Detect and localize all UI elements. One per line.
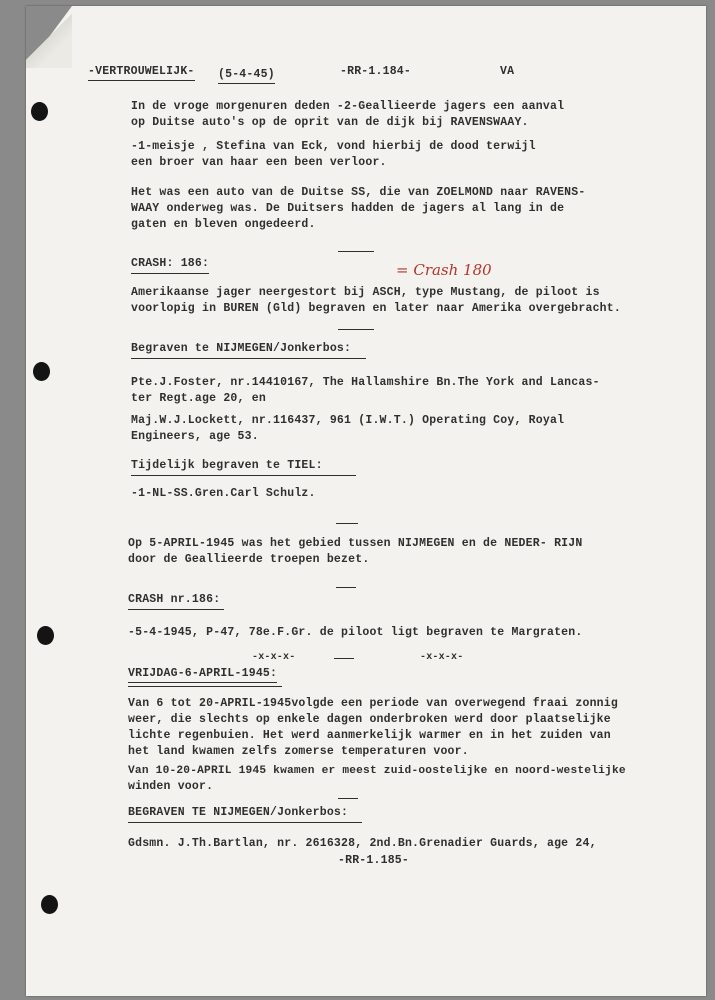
corner-fold-shadow xyxy=(26,6,72,68)
text-line: Pte.J.Foster, nr.14410167, The Hallamshire Bn.The York and Lancas- xyxy=(131,376,600,389)
section-heading: VRIJDAG-6-APRIL-1945: xyxy=(128,666,277,683)
text-line: winden voor. xyxy=(128,780,214,793)
heading-underline xyxy=(128,609,224,610)
page-footer-reference: -RR-1.185- xyxy=(338,854,410,867)
heading-underline xyxy=(128,686,282,687)
separator xyxy=(336,523,358,524)
punch-hole-2 xyxy=(33,362,50,381)
section-heading: Tijdelijk begraven te TIEL: xyxy=(131,459,323,472)
heading-underline xyxy=(128,822,362,823)
text-line: ter Regt.age 20, en xyxy=(131,392,266,405)
heading-underline xyxy=(131,358,366,359)
text-line: Het was een auto van de Duitse SS, die van ZOELMOND naar RAVENS- xyxy=(131,186,586,199)
header-initials: VA xyxy=(500,65,515,78)
section-heading: CRASH: 186: xyxy=(131,257,210,270)
section-heading: CRASH nr.186: xyxy=(128,593,221,606)
header-reference: -RR-1.184- xyxy=(340,65,412,78)
header-classification: -VERTROUWELIJK- xyxy=(88,64,195,81)
section-heading: BEGRAVEN TE NIJMEGEN/Jonkerbos: xyxy=(128,806,349,819)
divider-marks: -x-x-x- xyxy=(252,652,296,663)
text-line: Van 6 tot 20-APRIL-1945volgde een periode van overwegend fraai zonnig xyxy=(128,697,618,710)
separator xyxy=(338,798,358,799)
text-line: door de Geallieerde troepen bezet. xyxy=(128,553,370,566)
text-line: WAAY onderweg was. De Duitsers hadden de jagers al lang in de xyxy=(131,202,565,215)
text-line: Engineers, age 53. xyxy=(131,430,259,443)
separator xyxy=(338,251,374,252)
text-line: Gdsmn. J.Th.Bartlan, nr. 2616328, 2nd.Bn.Grenadier Guards, age 24, xyxy=(128,837,597,850)
section-heading: Begraven te NIJMEGEN/Jonkerbos: xyxy=(131,342,352,355)
text-line: -1-meisje , Stefina van Eck, vond hierbij de dood terwijl xyxy=(131,140,536,153)
text-line: -5-4-1945, P-47, 78e.F.Gr. de piloot ligt begraven te Margraten. xyxy=(128,626,583,639)
text-line: Maj.W.J.Lockett, nr.116437, 961 (I.W.T.) Operating Coy, Royal xyxy=(131,414,565,427)
punch-hole-3 xyxy=(37,626,54,645)
divider-marks: -x-x-x- xyxy=(420,652,464,663)
text-line: weer, die slechts op enkele dagen onderbroken werd door plaatselijke xyxy=(128,713,611,726)
text-line: -1-NL-SS.Gren.Carl Schulz. xyxy=(131,487,316,500)
separator xyxy=(336,587,356,588)
heading-underline xyxy=(131,273,209,274)
text-line: Op 5-APRIL-1945 was het gebied tussen NIJMEGEN en de NEDER- RIJN xyxy=(128,537,583,550)
punch-hole-4 xyxy=(41,895,58,914)
handwritten-annotation: = Crash 180 xyxy=(396,261,492,279)
text-line: een broer van haar een been verloor. xyxy=(131,156,387,169)
text-line: Amerikaanse jager neergestort bij ASCH, type Mustang, de piloot is xyxy=(131,286,600,299)
text-line: In de vroge morgenuren deden -2-Geallieerde jagers een aanval xyxy=(131,100,565,113)
text-line: lichte regenbuien. Het werd aanmerkelijk warmer en in het zuiden van xyxy=(128,729,611,742)
punch-hole-1 xyxy=(31,102,48,121)
text-line: op Duitse auto's op de oprit van de dijk bij RAVENSWAAY. xyxy=(131,116,529,129)
separator xyxy=(338,329,374,330)
text-line: Van 10-20-APRIL 1945 kwamen er meest zuid-oostelijke en noord-westelijke xyxy=(128,765,626,777)
separator xyxy=(334,658,354,659)
text-line: voorlopig in BUREN (Gld) begraven en later naar Amerika overgebracht. xyxy=(131,302,621,315)
text-line: gaten en bleven ongedeerd. xyxy=(131,218,316,231)
header-date: (5-4-45) xyxy=(218,67,275,84)
heading-underline xyxy=(131,475,356,476)
text-line: het land kwamen zelfs zomerse temperaturen voor. xyxy=(128,745,469,758)
